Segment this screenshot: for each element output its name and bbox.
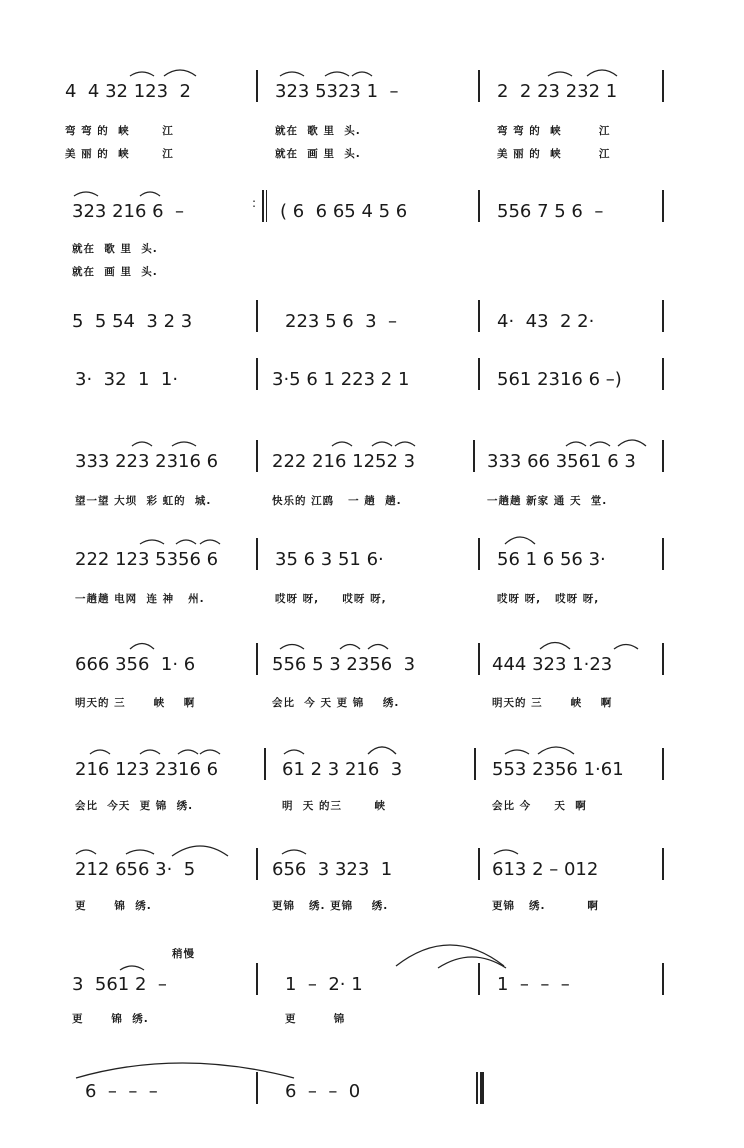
lyric-s8-m3: 会比 今 天 啊	[492, 800, 587, 812]
notes-s1-m3: 2 2 23 232 1	[497, 81, 618, 102]
lyric-s5-m3: 一趟趟 新家 通 天 堂.	[487, 495, 608, 507]
slur-arc	[372, 442, 392, 446]
slur-arc	[505, 750, 529, 754]
notes-s10-m1: 3 561 2 –	[72, 974, 167, 995]
slur-arc	[130, 644, 154, 650]
lyric-s9-m3: 更锦 绣. 啊	[492, 900, 599, 912]
notes-s1-m1: 4 4 32 123 2	[65, 81, 191, 102]
notes-s3-m3: 4· 43 2 2·	[497, 311, 595, 332]
notes-s4-m1: 3· 32 1 1·	[75, 369, 179, 390]
notes-s7-m3: 444 323 1·23	[492, 654, 613, 675]
notes-s7-m1: 666 356 1· 6	[75, 654, 196, 675]
lyric-s8-m1: 会比 今天 更 锦 绣.	[75, 800, 194, 812]
lyric-s10-m2: 更 锦	[285, 1013, 346, 1025]
slur-arc	[590, 442, 610, 446]
slur-arc	[140, 750, 160, 754]
notes-s2-m3: 556 7 5 6 –	[497, 201, 604, 222]
slur-arc	[566, 442, 586, 446]
slur-arc	[280, 72, 304, 76]
slur-arc	[76, 1063, 294, 1078]
slur-arc	[172, 846, 228, 856]
slur-arc	[614, 645, 638, 650]
lyric-s9-m2: 更锦 绣. 更锦 绣.	[272, 900, 389, 912]
lyric2-s1-m2: 就在 画 里 头.	[275, 148, 361, 160]
slur-arc	[172, 442, 196, 446]
lyric-s8-m2: 明 天 的三 峡	[282, 800, 387, 812]
notes-s8-m2: 61 2 3 216 3	[282, 759, 403, 780]
repeat-dots: :	[252, 196, 257, 210]
slur-arc	[494, 850, 518, 854]
slur-arc	[280, 645, 304, 650]
slur-arc	[325, 72, 349, 76]
slur-arc	[120, 966, 144, 970]
lyric-s9-m1: 更 锦 绣.	[75, 900, 152, 912]
notes-s2-m2: ( 6 6 65 4 5 6	[280, 201, 408, 222]
slur-arc	[438, 957, 506, 968]
notes-s5-m1: 333 223 2316 6	[75, 451, 219, 472]
notes-s10-m2: 1 – 2· 1	[285, 974, 363, 995]
lyric-s5-m2: 快乐的 江鸥 一 趟 趟.	[272, 495, 402, 507]
slur-arc	[140, 192, 160, 196]
lyric-s1-m2: 就在 歌 里 头.	[275, 125, 361, 137]
slur-arc	[587, 70, 617, 76]
slur-arc	[548, 72, 572, 76]
lyric-s5-m1: 望一望 大坝 彩 虹的 城.	[75, 495, 212, 507]
lyric-s1-m3: 弯 弯 的 峡 江	[497, 125, 611, 137]
notes-s8-m1: 216 123 2316 6	[75, 759, 219, 780]
slur-arc	[395, 442, 415, 446]
slur-arc	[164, 70, 196, 76]
slur-arc	[130, 72, 154, 76]
slur-arc	[352, 72, 372, 76]
notes-s9-m3: 613 2 – 012	[492, 859, 599, 880]
notes-s9-m2: 656 3 323 1	[272, 859, 393, 880]
lyric-s10-m1: 更 锦 绣.	[72, 1013, 149, 1025]
notes-s3-m2: 223 5 6 3 –	[285, 311, 398, 332]
slur-arc	[368, 747, 396, 754]
notes-s10-m3: 1 – – –	[497, 974, 570, 995]
slur-arc	[200, 540, 220, 544]
notes-s9-m1: 212 656 3· 5	[75, 859, 196, 880]
notes-s4-m3: 561 2316 6 –)	[497, 369, 622, 390]
notes-s11-m2: 6 – – 0	[285, 1081, 361, 1102]
slur-arc	[140, 540, 164, 544]
slur-arc	[126, 850, 154, 854]
slur-arc	[284, 750, 304, 754]
notes-s4-m2: 3·5 6 1 223 2 1	[272, 369, 410, 390]
lyric2-s1-m1: 美 丽 的 峡 江	[65, 148, 174, 160]
slur-arc	[618, 440, 646, 446]
slur-arc	[90, 750, 110, 754]
slur-arc	[538, 747, 574, 754]
lyric2-s2-m1: 就在 画 里 头.	[72, 266, 158, 278]
notes-s11-m1: 6 – – –	[85, 1081, 158, 1102]
notes-s2-m1: 323 216 6 –	[72, 201, 185, 222]
notes-s5-m3: 333 66 3561 6 3	[487, 451, 636, 472]
slur-arc	[74, 192, 98, 196]
notes-s6-m1: 222 123 5356 6	[75, 549, 219, 570]
slur-arc	[368, 645, 388, 650]
slur-arc	[396, 945, 504, 966]
lyric-s7-m2: 会比 今 天 更 锦 绣.	[272, 697, 400, 709]
lyric-s7-m3: 明天的 三 峡 啊	[492, 697, 613, 709]
lyric-s6-m3: 哎呀 呀, 哎呀 呀,	[497, 593, 600, 605]
notes-s3-m1: 5 5 54 3 2 3	[72, 311, 193, 332]
tempo-marking: 稍慢	[172, 948, 195, 960]
lyric-s7-m1: 明天的 三 峡 啊	[75, 697, 196, 709]
notes-s8-m3: 553 2356 1·61	[492, 759, 624, 780]
notes-s6-m2: 35 6 3 51 6·	[275, 549, 384, 570]
lyric-s6-m2: 哎呀 呀, 哎呀 呀,	[275, 593, 387, 605]
lyric-s2-m1: 就在 歌 里 头.	[72, 243, 158, 255]
slur-arc	[76, 850, 96, 854]
notes-s1-m2: 323 5323 1 –	[275, 81, 399, 102]
slur-arc	[178, 750, 198, 754]
notes-s6-m3: 56 1 6 56 3·	[497, 549, 606, 570]
slur-arc	[332, 442, 352, 446]
notes-s7-m2: 556 5 3 2356 3	[272, 654, 416, 675]
lyric-s6-m1: 一趟趟 电网 连 神 州.	[75, 593, 205, 605]
notes-s5-m2: 222 216 1252 3	[272, 451, 416, 472]
lyric-s1-m1: 弯 弯 的 峡 江	[65, 125, 174, 137]
slur-arc	[505, 537, 535, 544]
lyric2-s1-m3: 美 丽 的 峡 江	[497, 148, 611, 160]
slur-arc	[282, 850, 306, 854]
slur-arc	[540, 643, 570, 650]
slur-arc	[132, 442, 152, 446]
slur-arc	[200, 750, 220, 754]
slur-arc	[340, 645, 360, 650]
slur-arc	[176, 540, 196, 544]
